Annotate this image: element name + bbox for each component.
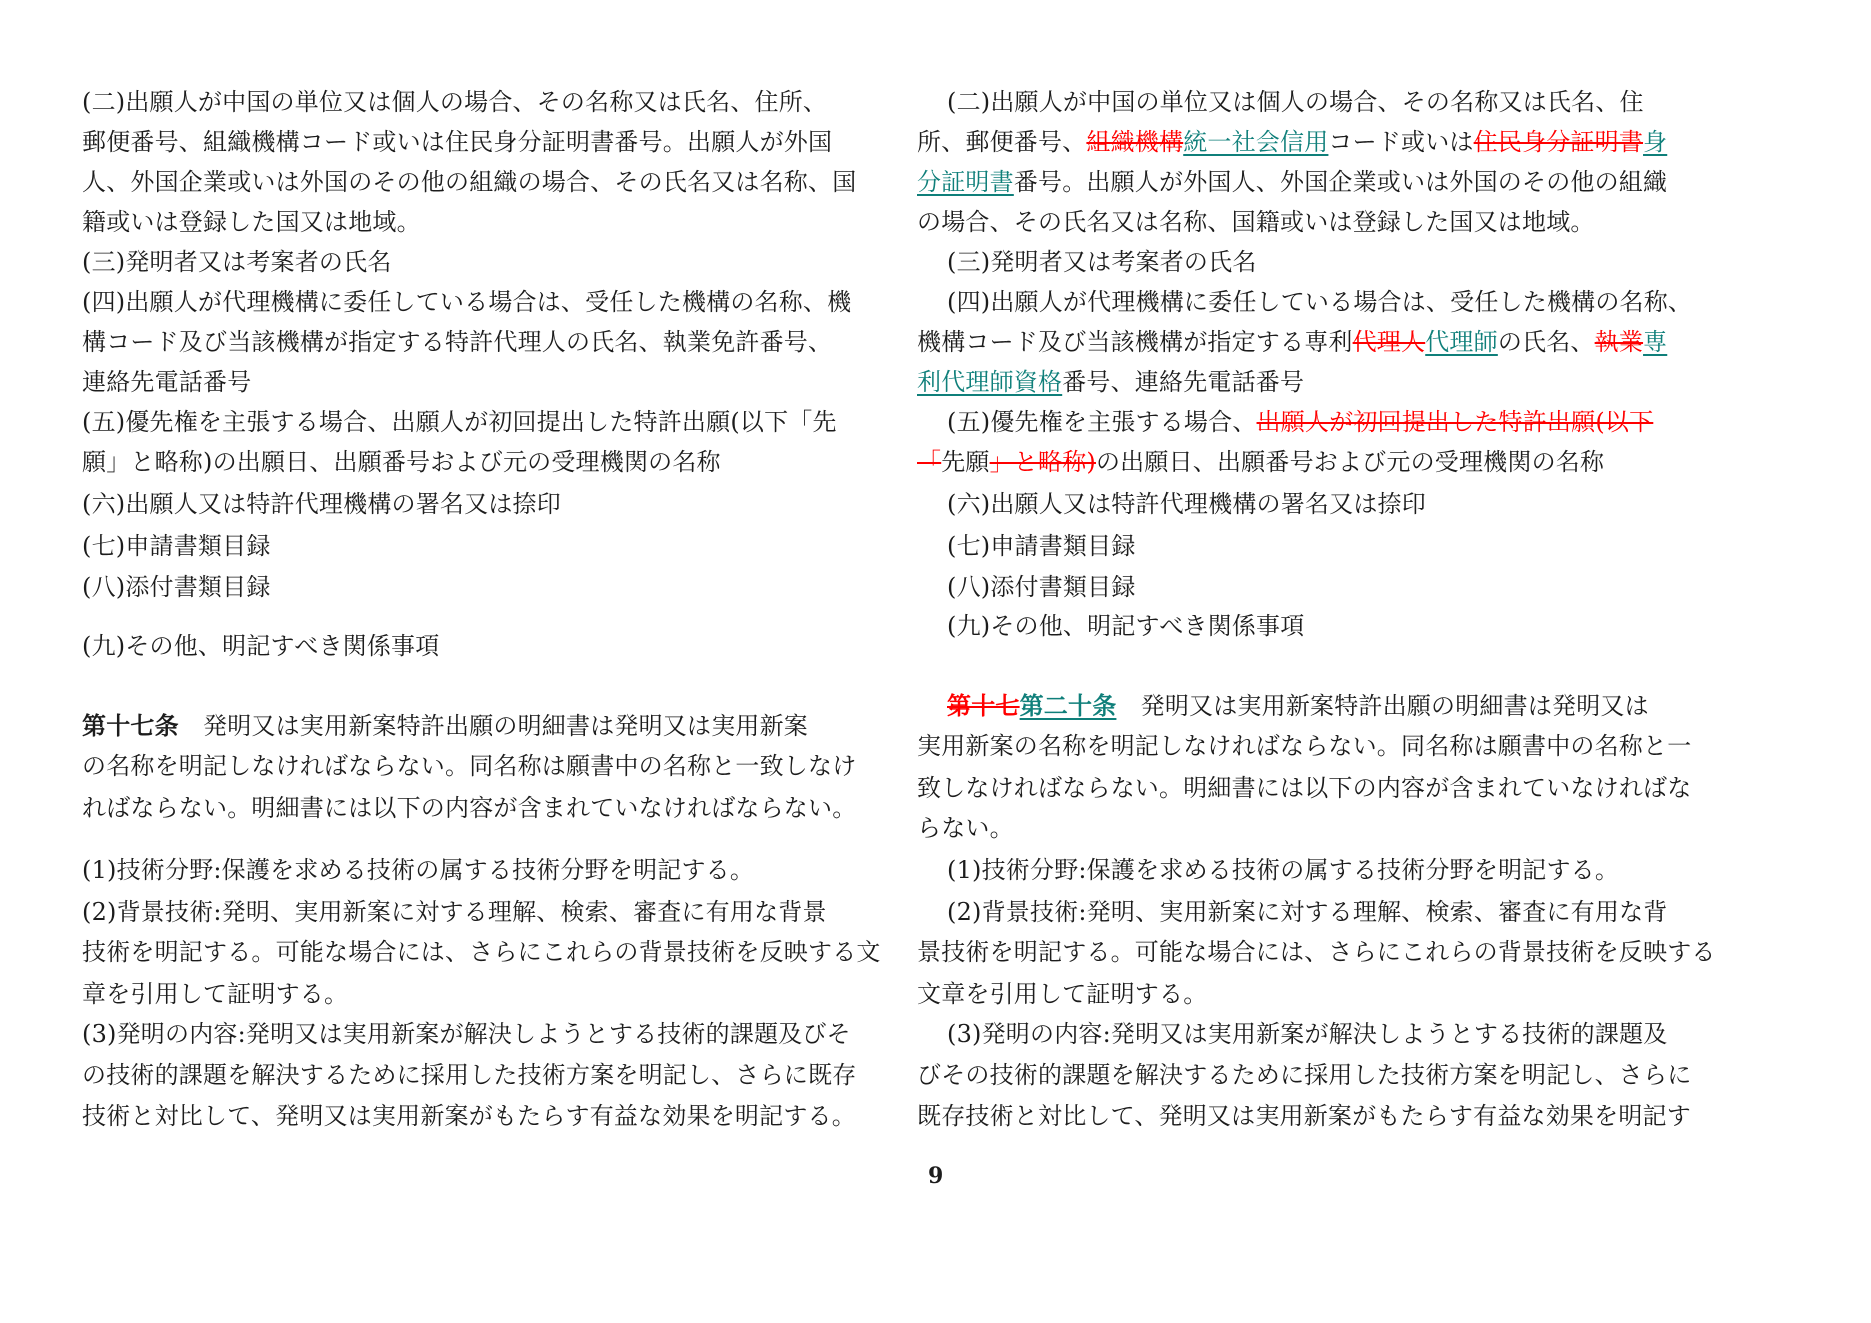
text-line: [82, 325, 832, 359]
inserted-text: 利代理師資格: [917, 368, 1063, 396]
text-run: コード或いは: [1328, 128, 1474, 156]
text-run: (四)出願人が代理機構に委任している場合は、受任した機構の名称、機: [82, 288, 852, 316]
text-line: [82, 445, 721, 479]
text-line: [82, 629, 439, 663]
text-line: [82, 365, 251, 399]
text-run: 構コード及び当該機構が指定する特許代理人の氏名、執業免許番号、: [82, 328, 833, 356]
text-run: の名称を明記しなければならない。同名称は願書中の名称と一致しなけ: [82, 752, 857, 780]
text-line: [82, 205, 421, 239]
text-run: (二)出願人が中国の単位又は個人の場合、その名称又は氏名、住: [947, 88, 1644, 116]
text-run: 景技術を明記する。可能な場合には、さらにこれらの背景技術を反映する: [917, 938, 1716, 966]
text-line: [82, 853, 754, 887]
text-line: [82, 1099, 856, 1133]
text-line: [917, 771, 1691, 805]
text-run: (2)背景技術:発明、実用新案に対する理解、検索、審査に有用な背: [947, 898, 1668, 926]
text-line: [82, 895, 827, 929]
text-line: [917, 529, 1136, 563]
text-line: [917, 405, 1653, 439]
text-line: [917, 977, 1207, 1011]
text-run: 願」と略称)の出願日、出願番号および元の受理機関の名称: [82, 448, 721, 476]
text-line: [917, 1099, 1691, 1133]
text-run: (五)優先権を主張する場合、: [947, 408, 1257, 436]
text-run: 技術と対比して、発明又は実用新案がもたらす有益な効果を明記する。: [82, 1102, 856, 1130]
text-line: [917, 205, 1595, 239]
text-line: [917, 1058, 1691, 1092]
text-line: [917, 729, 1691, 763]
text-line: [917, 853, 1619, 887]
text-run: (1)技術分野:保護を求める技術の属する技術分野を明記する。: [947, 856, 1620, 884]
text-run: ればならない。明細書には以下の内容が含まれていなければならない。: [82, 794, 857, 822]
text-run: (3)発明の内容:発明又は実用新案が解決しようとする技術的課題及: [947, 1020, 1668, 1048]
text-run: (五)優先権を主張する場合、出願人が初回提出した特許出願(以下「先: [82, 408, 837, 436]
text-run: 発明又は実用新案特許出願の明細書は発明又は: [1116, 692, 1649, 720]
text-run: (2)背景技術:発明、実用新案に対する理解、検索、審査に有用な背景: [82, 898, 827, 926]
text-run: (八)添付書類目録: [947, 573, 1136, 601]
deleted-text: 住民身分証明書: [1473, 128, 1644, 156]
text-run: (七)申請書類目録: [947, 532, 1136, 560]
text-run: 所、郵便番号、: [917, 128, 1087, 156]
text-run: 人、外国企業或いは外国のその他の組織の場合、その氏名又は名称、国: [82, 168, 857, 196]
text-line: [82, 935, 881, 969]
text-run: (九)その他、明記すべき関係事項: [947, 612, 1305, 640]
text-line: [82, 570, 271, 604]
text-line: [82, 749, 856, 783]
text-run: (二)出願人が中国の単位又は個人の場合、その名称又は氏名、住所、: [82, 88, 828, 116]
text-run: 文章を引用して証明する。: [917, 980, 1208, 1008]
text-line: [82, 1017, 851, 1051]
text-run: 籍或いは登録した国又は地域。: [82, 208, 421, 236]
text-line: [917, 245, 1257, 279]
page-number: 9: [928, 1163, 944, 1189]
text-line: [82, 405, 837, 439]
deleted-text: 組織機構: [1086, 128, 1184, 156]
text-line: [917, 487, 1426, 521]
text-line: [917, 811, 1014, 845]
text-line: [917, 895, 1667, 929]
text-line: [917, 125, 1667, 159]
text-run: (七)申請書類目録: [82, 532, 271, 560]
deleted-text: 「: [917, 448, 942, 476]
text-run: (六)出願人又は特許代理機構の署名又は捺印: [947, 490, 1426, 518]
text-run: (3)発明の内容:発明又は実用新案が解決しようとする技術的課題及びそ: [82, 1020, 851, 1048]
text-line: [917, 285, 1692, 319]
text-line: [82, 125, 832, 159]
text-run: (六)出願人又は特許代理機構の署名又は捺印: [82, 490, 561, 518]
inserted-text: 専: [1643, 328, 1668, 356]
deleted-text: 出願人が初回提出した特許出願(以下: [1256, 408, 1654, 436]
text-line: [82, 165, 856, 199]
inserted-text: 統一社会信用: [1183, 128, 1329, 156]
text-run: 実用新案の名称を明記しなければならない。同名称は願書中の名称と一: [917, 732, 1692, 760]
deleted-text: 代理人: [1352, 328, 1426, 356]
text-line: [917, 689, 1649, 723]
text-run: 章を引用して証明する。: [82, 980, 349, 1008]
article-heading: 第十七条: [82, 712, 179, 740]
text-run: の氏名、: [1497, 328, 1595, 356]
text-line: [917, 935, 1716, 969]
text-line: [82, 1058, 856, 1092]
text-run: (三)発明者又は考案者の氏名: [947, 248, 1257, 276]
inserted-text: 第二十条: [1019, 692, 1117, 720]
text-run: 番号。出願人が外国人、外国企業或いは外国のその他の組織: [1013, 168, 1668, 196]
text-line: [82, 487, 561, 521]
text-run: の技術的課題を解決するために採用した技術方案を明記し、さらに既存: [82, 1061, 857, 1089]
text-line: [82, 977, 348, 1011]
text-line: [917, 325, 1667, 359]
text-run: 連絡先電話番号: [82, 368, 252, 396]
text-run: (1)技術分野:保護を求める技術の属する技術分野を明記する。: [82, 856, 755, 884]
text-run: 番号、連絡先電話番号: [1062, 368, 1305, 396]
deleted-text: 」と略称): [989, 448, 1096, 476]
text-run: (八)添付書類目録: [82, 573, 271, 601]
text-line: [917, 365, 1304, 399]
text-run: らない。: [917, 814, 1014, 842]
text-run: の場合、その氏名又は名称、国籍或いは登録した国又は地域。: [917, 208, 1595, 236]
text-run: (九)その他、明記すべき関係事項: [82, 632, 440, 660]
text-line: [917, 570, 1136, 604]
text-line: [917, 445, 1604, 479]
text-line: [917, 1017, 1667, 1051]
text-run: 発明又は実用新案特許出願の明細書は発明又は実用新案: [178, 712, 809, 740]
text-run: 技術を明記する。可能な場合には、さらにこれらの背景技術を反映する文: [82, 938, 881, 966]
deleted-text: 執業: [1594, 328, 1644, 356]
text-run: (三)発明者又は考案者の氏名: [82, 248, 392, 276]
inserted-text: 身: [1643, 128, 1668, 156]
text-line: [917, 85, 1644, 119]
text-line: [82, 85, 827, 119]
text-run: 先願: [941, 448, 990, 476]
text-line: [82, 709, 808, 743]
text-run: 致しなければならない。明細書には以下の内容が含まれていなければな: [917, 774, 1692, 802]
text-line: [917, 609, 1304, 643]
text-line: [82, 285, 851, 319]
text-run: 機構コード及び当該機構が指定する専利: [917, 328, 1353, 356]
text-line: [917, 165, 1667, 199]
text-run: びその技術的課題を解決するために採用した技術方案を明記し、さらに: [917, 1061, 1692, 1089]
text-run: の出願日、出願番号および元の受理機関の名称: [1095, 448, 1605, 476]
text-line: [82, 529, 271, 563]
text-run: (四)出願人が代理機構に委任している場合は、受任した機構の名称、: [947, 288, 1693, 316]
text-run: 郵便番号、組織機構コード或いは住民身分証明書番号。出願人が外国: [82, 128, 833, 156]
deleted-text: 第十七: [947, 692, 1020, 720]
text-run: 既存技術と対比して、発明又は実用新案がもたらす有益な効果を明記す: [917, 1102, 1691, 1130]
text-line: [82, 245, 392, 279]
inserted-text: 分証明書: [917, 168, 1014, 196]
text-line: [82, 791, 856, 825]
inserted-text: 代理師: [1425, 328, 1498, 356]
